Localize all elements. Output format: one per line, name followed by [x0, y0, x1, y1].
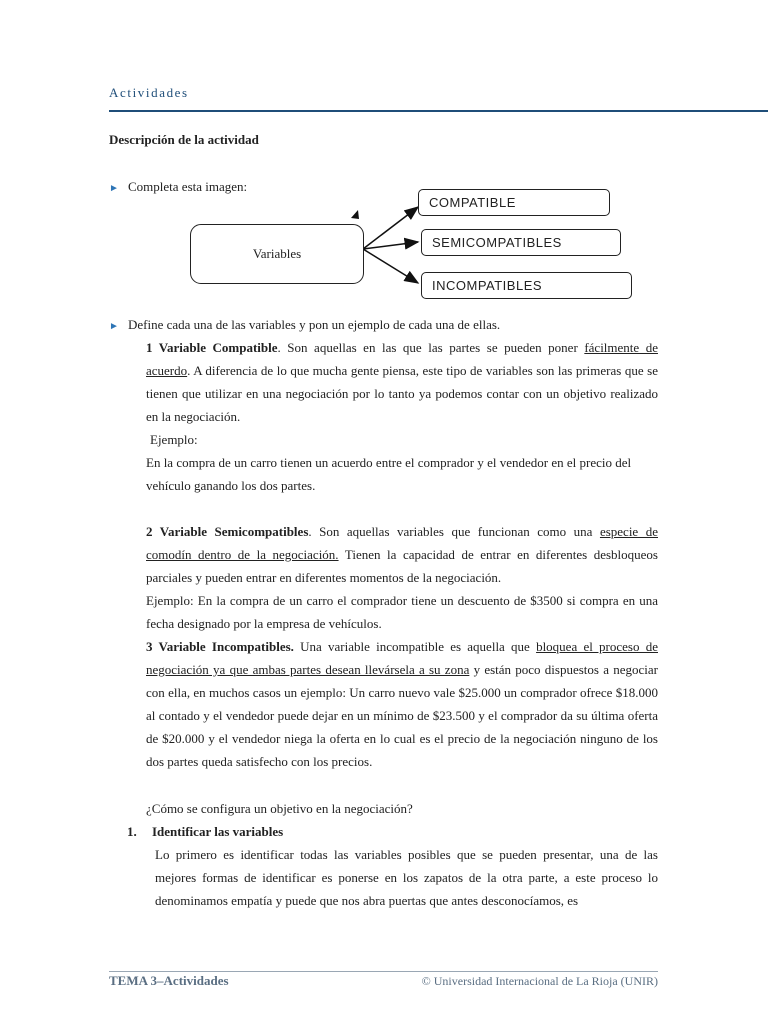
variable-incompatible-underline: bloquea el proceso de negociación ya que ambas partes desean llevársela a su zona	[146, 639, 658, 677]
bullet-1-text: Completa esta imagen:	[128, 179, 248, 194]
diagram-center-variables: Variables	[190, 224, 364, 284]
step-1-title: Identificar las variables	[152, 824, 284, 839]
variable-semicompatible-section	[146, 520, 658, 773]
stray-arrowhead-icon	[351, 210, 359, 219]
diagram-item-incompatibles: INCOMPATIBLES	[421, 272, 632, 299]
variable-compatible-example: En la compra de un carro tienen un acuerdo entre el comprador y el vendedor en el precio del vehículo ganando los dos partes.	[146, 455, 632, 493]
arrow-to-incompatibles	[363, 249, 418, 283]
section-title: Descripción de la actividad	[109, 132, 259, 147]
variable-incompatible-paragraph: 3 Variable Incompatibles. Una variable incompatible es aquella que bloquea el proceso de negociación ya que ambas partes desean llevársela a su zona y están poco dispuestos a negociar con ella, en muchos casos un ejemplo: Un carro nuevo vale $25.000 un comprador ofrece $18.000 al contado y el vendedor puede dejar en un mínimo de $23.500 y el comprador da su última oferta de $20.000 y el vendedor niega la oferta en lo cual es el precio de la negociación ninguno de los dos partes queda satisfecho con los precios.	[146, 639, 658, 769]
step-1-heading	[127, 824, 283, 840]
bullet-2-text: Define cada una de las variables y pon un ejemplo de cada una de ellas.	[128, 317, 501, 332]
question-text: ¿Cómo se configura un objetivo en la negociación?	[146, 801, 413, 816]
variable-compatible-underline: fácilmente de acuerdo	[146, 340, 658, 378]
variable-semicompatible-paragraph: 2 Variable Semicompatibles. Son aquellas variables que funcionan como una especie de comodín dentro de la negociación. Tienen la capacidad de entrar en diferentes desbloqueos parciales y pueden entrar en diferentes momentos de la negociación.	[146, 524, 658, 585]
variable-semicompatible-example: Ejemplo: En la compra de un carro el comprador tiene un descuento de $3500 si compra en una fecha designado por la empresa de vehículos.	[146, 593, 658, 631]
step-1-text: Lo primero es identificar todas las variables posibles que se pueden presentar, una de las mejores formas de identificar es ponerse en los zapatos de la otra parte, a este proceso lo denominamos empatía y puede que nos abra puertas que antes desconocíamos, es	[155, 847, 658, 908]
variable-semicompatible-underline: especie de comodín dentro de la negociación.	[146, 524, 658, 562]
example-label: Ejemplo:	[150, 432, 198, 447]
header-title: Actividades	[109, 85, 189, 100]
bullet-2	[109, 317, 500, 333]
variable-semicompatible-title: 2 Variable Semicompatibles	[146, 524, 309, 539]
step-1-number: 1.	[127, 824, 137, 839]
variable-compatible-section	[146, 336, 658, 497]
footer-right: © Universidad Internacional de La Rioja (UNIR)	[421, 974, 658, 988]
bullet-arrow-icon: ►	[109, 321, 119, 332]
footer-rule	[109, 971, 658, 972]
variable-incompatible-title: 3 Variable Incompatibles.	[146, 639, 294, 654]
footer-left: TEMA 3–Actividades	[109, 973, 229, 988]
diagram-arrows	[0, 0, 768, 320]
variable-compatible-paragraph: 1 Variable Compatible. Son aquellas en las que las partes se pueden poner fácilmente de acuerdo. A diferencia de lo que mucha gente piensa, este tipo de variables son las primeras que se tienen que utilizar en una negociación por lo tanto ya podemos contar con un objetivo realizado en la negociación.	[146, 340, 658, 424]
variable-compatible-title: 1 Variable Compatible	[146, 340, 278, 355]
diagram-item-semicompatibles: SEMICOMPATIBLES	[421, 229, 621, 256]
bullet-arrow-icon: ►	[109, 183, 119, 194]
diagram-item-compatible: COMPATIBLE	[418, 189, 610, 216]
